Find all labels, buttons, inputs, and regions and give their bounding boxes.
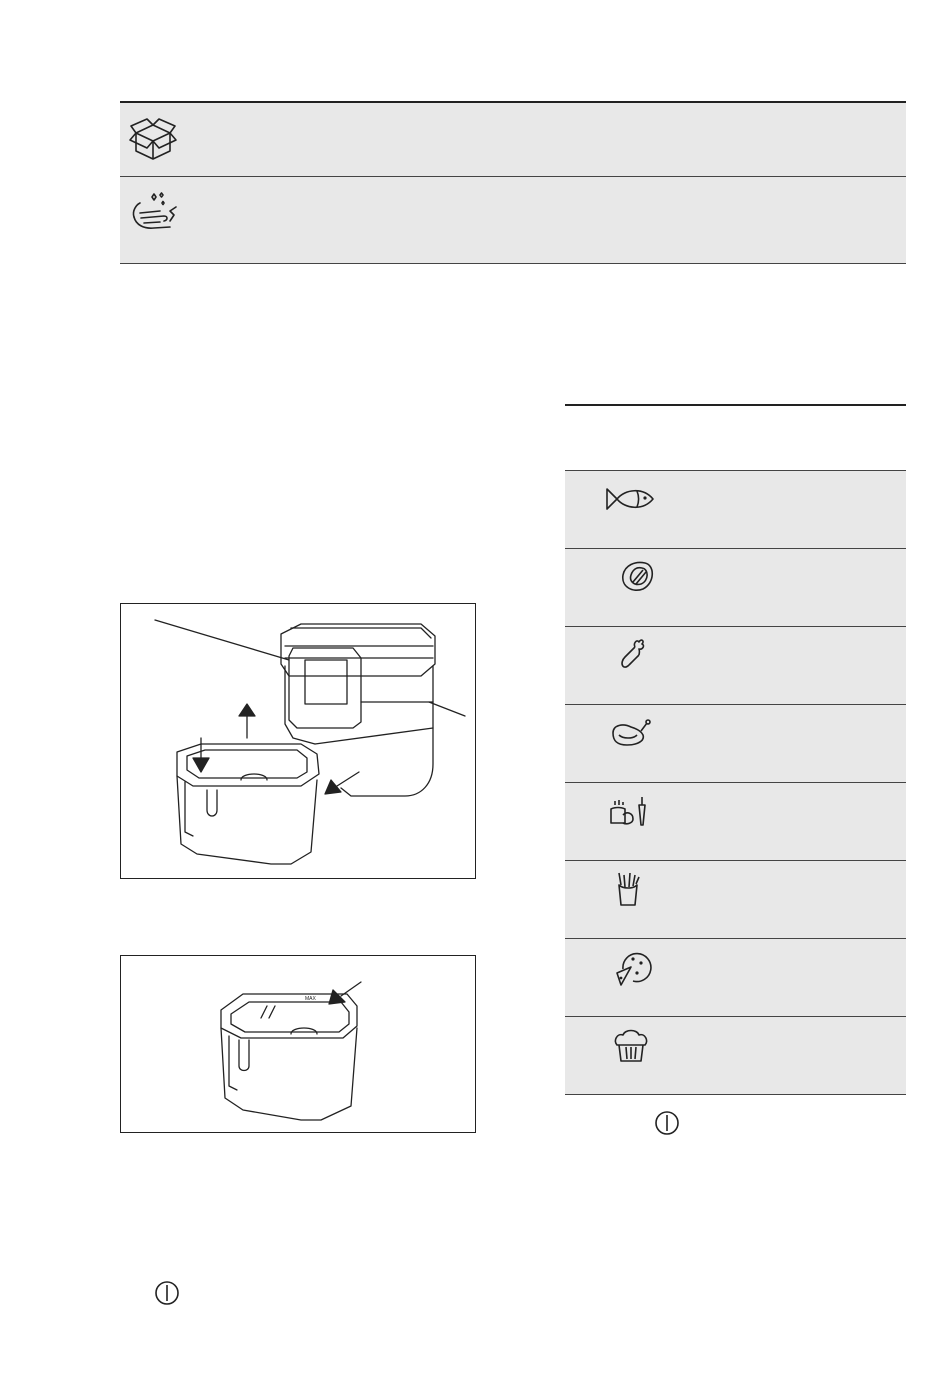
food-row-roast-chicken [565,705,906,783]
steak-icon [603,557,659,597]
french-fries-icon [603,869,659,909]
food-table [565,404,906,1095]
food-row-vegetables [565,783,906,861]
remove-basket-drawing [121,604,475,878]
vegetables-icon [603,791,659,831]
power-button-icon [654,1110,680,1136]
muffin-icon [603,1025,659,1065]
food-row-french-fries [565,861,906,939]
hand-cleaning-icon [126,187,180,241]
roast-chicken-icon [603,713,659,753]
food-row-drumstick [565,627,906,705]
pizza-icon [603,947,659,987]
symbols-table [120,101,906,264]
basket-max-marking-illustration [120,955,476,1133]
food-row-steak [565,549,906,627]
food-table-header [565,404,906,471]
food-row-muffin [565,1017,906,1095]
food-row-pizza [565,939,906,1017]
basket-max-drawing [121,956,475,1132]
fish-icon [603,479,659,519]
svg-text:MAX: MAX [305,996,316,1002]
symbols-row-unpacking [120,101,906,177]
food-row-fish [565,471,906,549]
symbols-row-cleaning [120,177,906,264]
power-button-icon [154,1280,180,1306]
drumstick-icon [603,635,659,675]
remove-basket-illustration [120,603,476,879]
box-package-icon [126,111,180,165]
